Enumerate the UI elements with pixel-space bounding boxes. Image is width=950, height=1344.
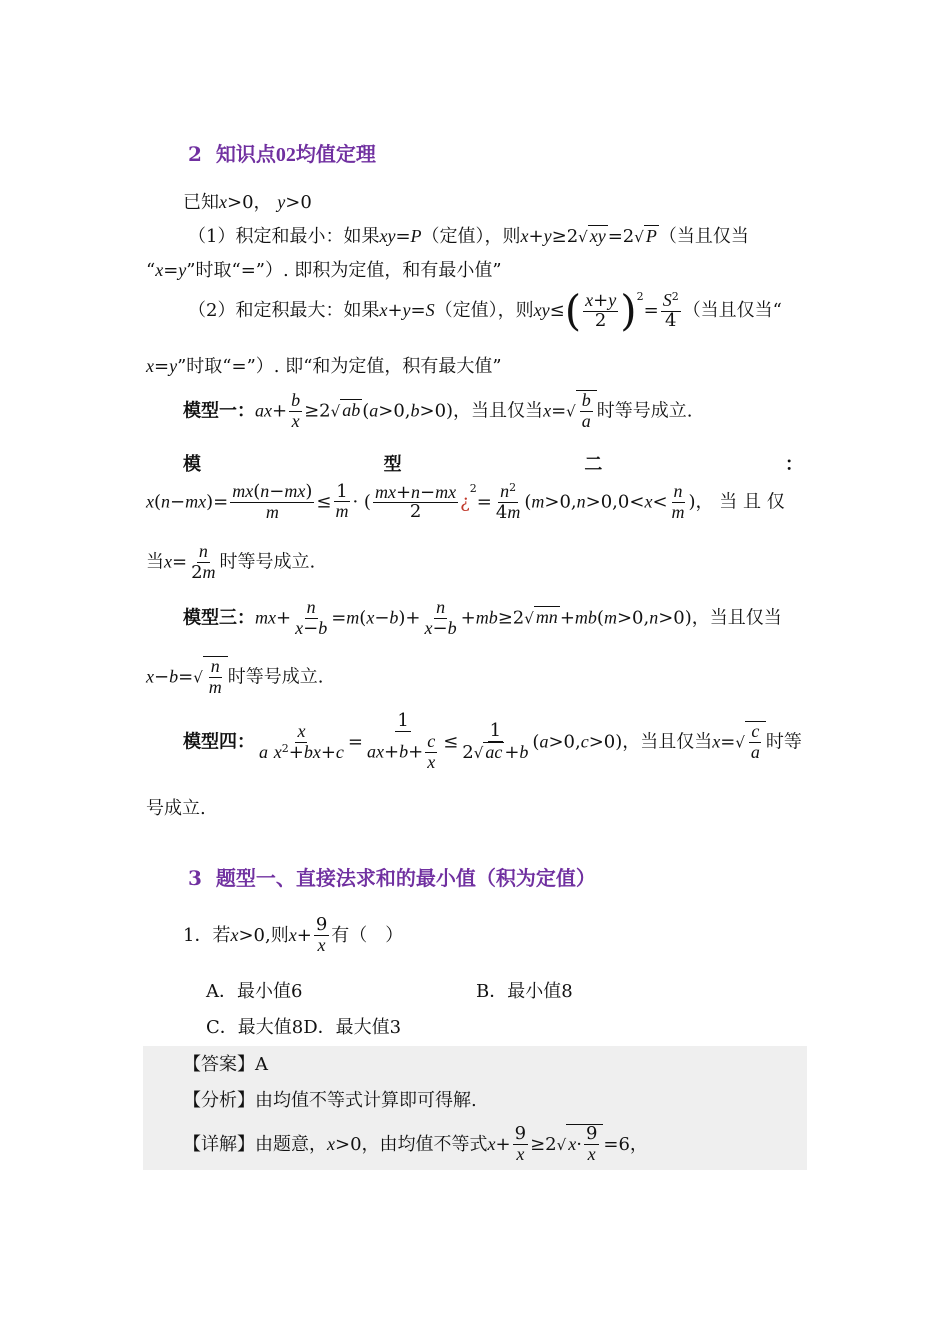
model-4: 模型四： $\frac{x}{a x^2+bx+c}$ = 1 ax+b+ $\frac{c}{x}$ ≤ $\frac{1}{2√ ac +b}$ (a>0,c>0)，当且仅当x=√ $\frac{c}{a}$ 时等 <box>183 710 802 772</box>
section-3-title: 3 题型一、直接法求和的最小值（积为定值） <box>188 866 596 890</box>
model-3: 模型三：mx+ $\frac{n}{x-b}$ =m(x−b)+ $\frac{n}{x-b}$ +mb≥2√ mn +mb(m>0,n>0)，当且仅当 <box>183 597 782 639</box>
model-4-tail: 号成立. <box>146 798 206 819</box>
option-a: A．最小值6 <box>206 981 303 1002</box>
section-2-title: 2 知识点02均值定理 <box>188 142 376 166</box>
item2-line-a: （2）和定积最大：如果x+y=S（定值），则xy≤( $\frac{x+y}{2}$ )$^2$= $\frac{S^2}{4}$ （当且仅当“ <box>188 286 782 335</box>
option-b: B．最小值8 <box>476 981 573 1002</box>
detail-line: 【详解】由题意，x>0，由均值不等式x+ $\frac{9}{x}$ ≥2√ x· $\frac{9}{x}$ =6， <box>183 1123 648 1164</box>
model-3-tail: x−b=√ $\frac{n}{m}$ 时等号成立. <box>146 656 324 697</box>
model-2-head: 模 型 二 ： <box>183 454 803 475</box>
known-line: 已知x>0， y>0 <box>183 192 312 213</box>
answer-line: 【答案】A <box>183 1054 268 1075</box>
analysis-line: 【分析】由均值不等式计算即可得解. <box>183 1090 477 1111</box>
item1-line-b: “x=y”时取“=”）. 即积为定值，和有最小值” <box>146 260 502 281</box>
option-c-d: C．最大值8D．最大值3 <box>206 1017 402 1038</box>
item1-line-a: （1）积定和最小：如果xy=P（定值），则x+y≥2√ xy =2√ P （当且仅当 <box>188 226 749 247</box>
model-1: 模型一：ax+ $\frac{b}{x}$ ≥2√ ab (a>0,b>0)，当且仅当x=√ $\frac{b}{a}$ 时等号成立. <box>183 390 693 431</box>
item2-line-b: x=y”时取“=”）. 即“和为定值，积有最大值” <box>146 356 502 377</box>
model-2-body: x(n−mx)= $\frac{mx(n-mx)}{m}$ ≤ $\frac{1}{m}$ · ( $\frac{mx+n-mx}{2}$ ¿$^2$= $\frac{n^2}{4m}$ (m>0,n>0,0<x< $\frac{n}{m}$ )， 当 且 仅 <box>146 480 785 523</box>
model-2-tail: 当x= $\frac{n}{2m}$ 时等号成立. <box>146 541 316 583</box>
question-1: 1．若x>0,则x+ $\frac{9}{x}$ 有（ ） <box>183 914 404 955</box>
